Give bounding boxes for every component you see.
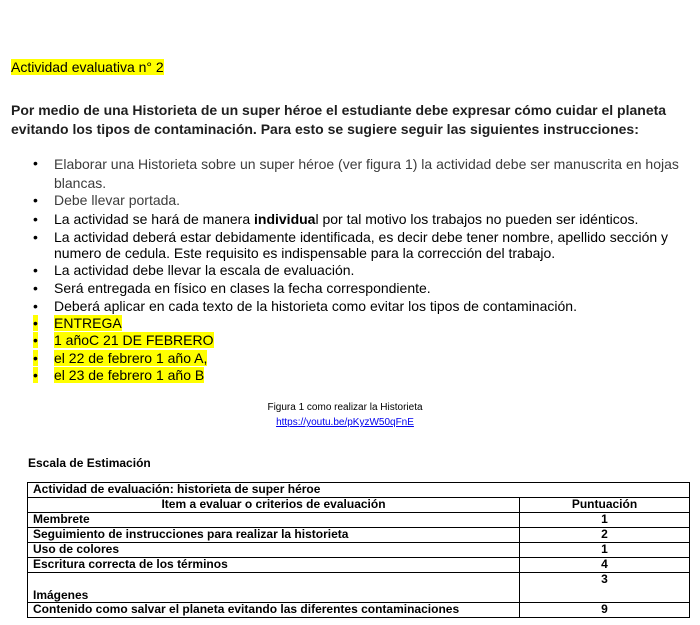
column-header-item: Item a evaluar o criterios de evaluación — [28, 498, 520, 513]
table-row — [28, 603, 690, 618]
figure-link[interactable]: https://youtu.be/pKyzW50qFnE — [276, 417, 414, 428]
activity-title: Actividad evaluativa n° 2 — [11, 59, 164, 75]
row-item: Contenido como salvar el planeta evitando las diferentes contaminaciones — [28, 603, 520, 618]
bullet-icon: • — [33, 155, 38, 171]
list-item: • 1 añoC 21 DE FEBRERO — [33, 332, 214, 348]
table-title-row — [28, 483, 690, 498]
intro-paragraph: Por medio de una Historieta de un super héroe el estudiante debe expresar cómo cuidar el planeta evitando los tipos de contaminación. Para esto se sugiere seguir las siguientes instrucciones: — [11, 102, 667, 137]
list-item: • La actividad debe llevar la escala de evaluación. — [33, 262, 355, 278]
table-row — [28, 528, 690, 543]
bullet-icon: • — [33, 298, 38, 314]
bullet-icon: • — [33, 211, 38, 227]
list-item: • La actividad deberá estar debidamente identificada, es decir debe tener nombre, apellido sección y numero de cedula. Este requisito es indispensable para la corrección del trabajo. — [33, 229, 669, 261]
table-row — [28, 558, 690, 573]
column-header-score: Puntuación — [520, 498, 690, 513]
row-score: 1 — [520, 513, 690, 528]
row-item: Imágenes — [28, 573, 520, 603]
row-item: Escritura correcta de los términos — [28, 558, 520, 573]
table-header-row — [28, 498, 690, 513]
row-score: 1 — [520, 543, 690, 558]
bullet-icon: • — [33, 229, 38, 245]
list-item: • La actividad se hará de manera individual por tal motivo los trabajos no pueden ser idénticos. — [33, 211, 639, 227]
list-item: • Debe llevar portada. — [33, 192, 181, 208]
table-title: Actividad de evaluación: historieta de super héroe — [28, 483, 690, 498]
instruction-list — [0, 155, 690, 384]
list-item: • el 23 de febrero 1 año B — [33, 367, 205, 383]
bullet-icon: • — [33, 315, 38, 331]
bullet-icon: • — [33, 350, 38, 366]
row-score: 4 — [520, 558, 690, 573]
row-item: Membrete — [28, 513, 520, 528]
table-row — [28, 573, 690, 603]
table-row — [28, 513, 690, 528]
row-item: Uso de colores — [28, 543, 520, 558]
list-item: • Será entregada en físico en clases la fecha correspondiente. — [33, 280, 431, 296]
list-item: • el 22 de febrero 1 año A, — [33, 350, 208, 366]
figure-caption: Figura 1 como realizar la Historieta — [267, 402, 423, 413]
bullet-icon: • — [33, 280, 38, 296]
row-score: 9 — [520, 603, 690, 618]
row-score: 2 — [520, 528, 690, 543]
list-item: • Deberá aplicar en cada texto de la historieta como evitar los tipos de contaminación. — [33, 298, 577, 314]
bullet-icon: • — [33, 192, 38, 208]
bullet-icon: • — [33, 332, 38, 348]
row-item: Seguimiento de instrucciones para realizar la historieta — [28, 528, 520, 543]
bullet-icon: • — [33, 262, 38, 278]
scale-heading: Escala de Estimación — [28, 456, 151, 470]
list-item: • Elaborar una Historieta sobre un super héroe (ver figura 1) la actividad debe ser manuscrita en hojas blancas. — [33, 155, 679, 191]
evaluation-table — [27, 482, 690, 618]
bullet-icon: • — [33, 367, 38, 383]
list-item: • ENTREGA — [33, 315, 122, 331]
row-score: 3 — [520, 573, 690, 603]
table-row — [28, 543, 690, 558]
